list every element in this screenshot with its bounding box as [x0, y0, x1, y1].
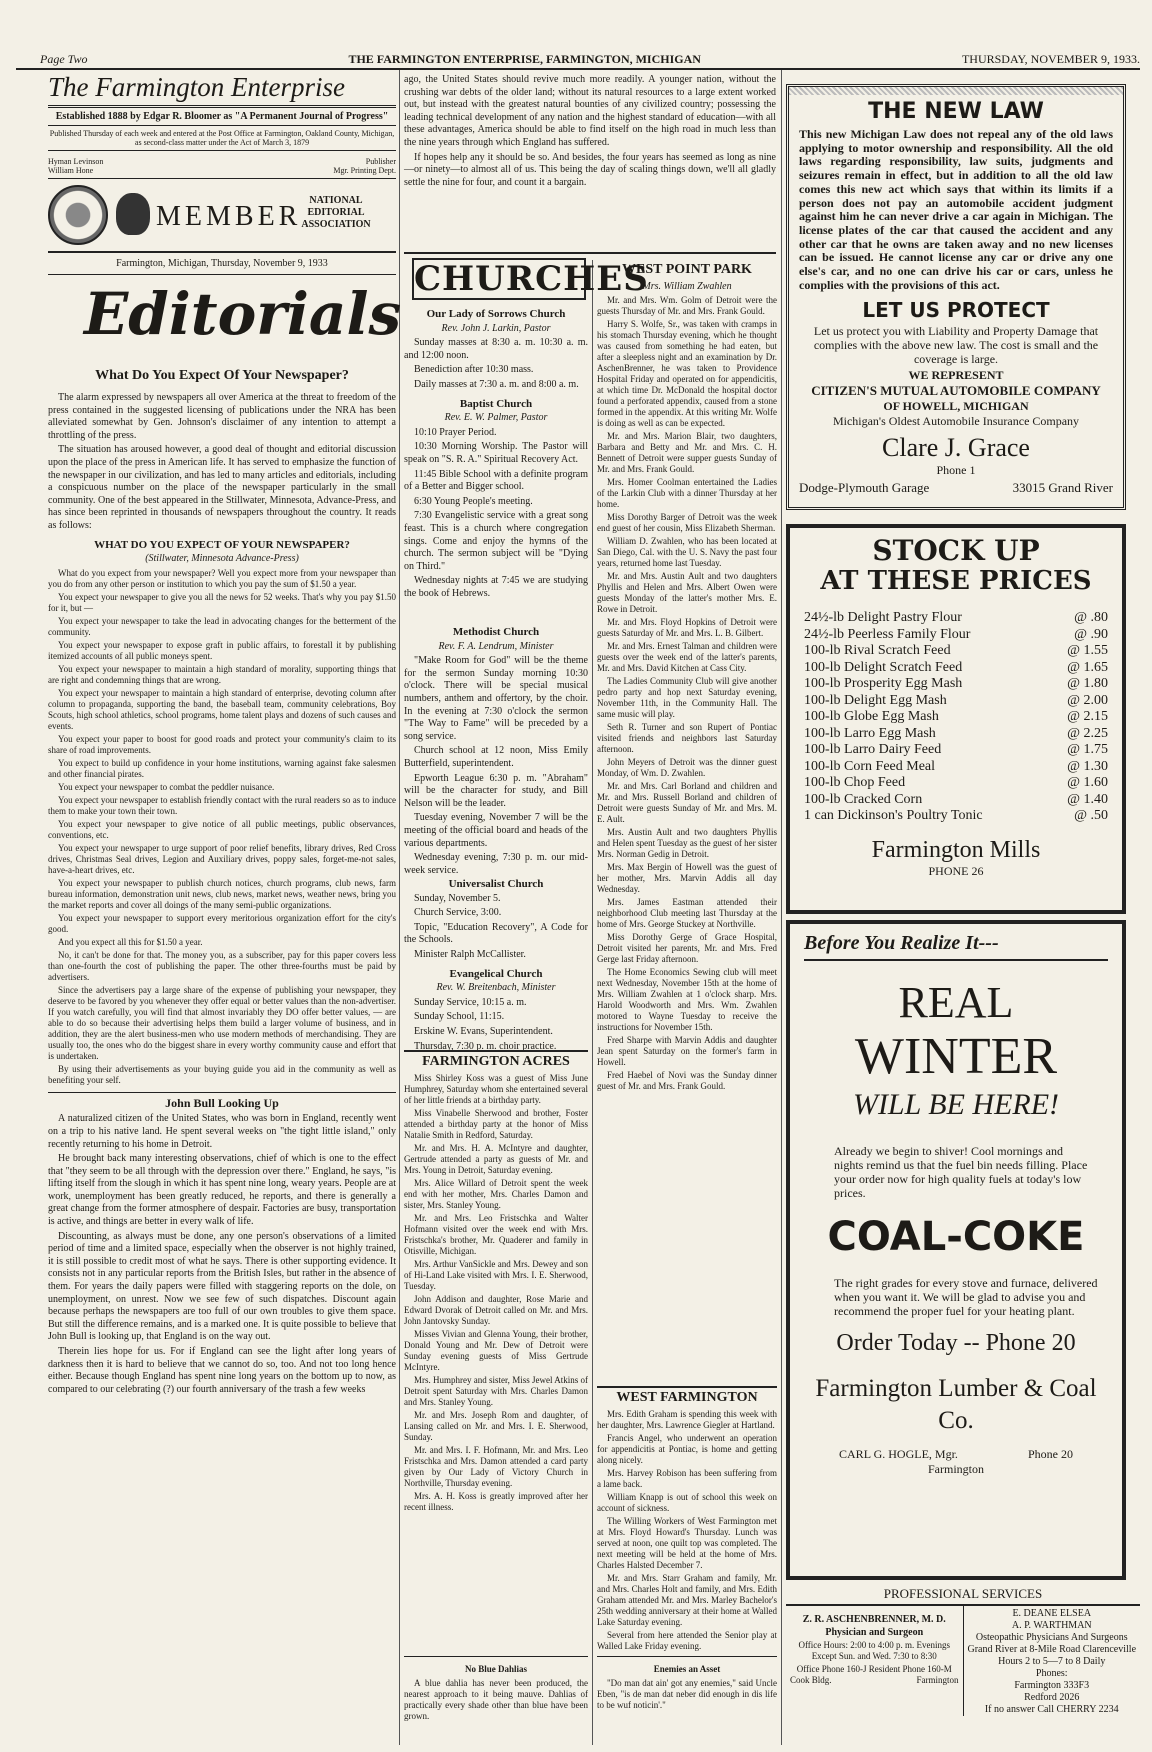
owl-icon	[116, 193, 150, 235]
card-phone: Farmington 333F3	[1014, 1680, 1090, 1691]
article-paragraph: Therein lies hope for us. For if England can see the light after long years of darkness then it is hard to believe that we cannot do so, too. And not too long hence either. Because though England has spent nine long years on the bottom up to now, as compared to our celebrating (?) our fourth anniversary of the trash a few weeks	[48, 1346, 396, 1395]
ad-title: THE NEW LAW	[868, 99, 1044, 124]
editorial-paragraph: The alarm expressed by newspapers all over America at the threat to freedom of the press contained in the suggested licensing of publications under the NRA has been alleviated somewhat by Gen. Johnson's disclaimer of any intention to attempt a throttling of the press.	[48, 392, 396, 441]
masthead-title: The Farmington Enterprise	[48, 72, 396, 108]
product-price: @ 1.80	[1067, 676, 1108, 691]
news-item: Mr. and Mrs. H. A. McIntyre and daughter, Gertrude attended a party as guests of Mr. and Mrs. Young in Detroit, Saturday evening.	[404, 1142, 588, 1175]
price-row	[804, 660, 1108, 677]
editorial-headline: What Do You Expect Of Your Newspaper?	[95, 368, 349, 383]
editorial-paragraph: No, it can't be done for that. The money you, as a subscriber, pay for this paper covers less than one-fourth the cost of publishing the paper. The other three-fourths must be paid by advertisers.	[48, 949, 396, 982]
church-line: Thursday, 7:30 p. m. choir practice.	[414, 1040, 557, 1052]
west-farmington	[597, 1380, 777, 1650]
store-name: Farmington Mills	[871, 836, 1041, 863]
church-line: Erskine W. Evans, Superintendent.	[414, 1025, 553, 1037]
paper-name: THE FARMINGTON ENTERPRISE, FARMINGTON, MICHIGAN	[348, 52, 701, 66]
church-line: Benediction after 10:30 mass.	[414, 364, 534, 376]
column-rule	[781, 70, 782, 1745]
staff-role: Publisher	[365, 157, 396, 166]
ad-teaser: Before You Realize It---	[804, 932, 1108, 961]
product-price: @ .90	[1074, 626, 1108, 642]
news-item: John Meyers of Detroit was the dinner guest Monday, of Wm. D. Zwahlen.	[597, 757, 777, 779]
news-item: Mrs. Humphrey and sister, Miss Jewel Atkins of Detroit spent Saturday with Mrs. Charles Damon and Mrs. Stanley Young.	[404, 1374, 588, 1407]
reprint-source: (Stillwater, Minnesota Advance-Press)	[145, 553, 299, 565]
column-rule	[592, 260, 593, 1745]
product-price: @ 2.15	[1067, 709, 1108, 724]
church-name: Our Lady of Sorrows Church	[426, 308, 566, 320]
column-title: WEST FARMINGTON	[597, 1386, 777, 1405]
news-item: Mr. and Mrs. Starr Graham and family, Mr. and Mrs. Charles Holt and family, and Mrs. Edith Graham attended Mr. and Mrs. Marley Bachelor's 25th wedding anniversary at their home at Walled Lake Saturday evening.	[597, 1572, 777, 1627]
editorial-paragraph: You expect your newspaper to give notice of all public meetings, public observances, conventions, etc.	[48, 818, 396, 840]
west-point-park	[597, 258, 777, 1378]
news-item: Miss Dorothy Gerge of Grace Hospital, Detroit visited her parents, Mr. and Mrs. Fred Gerge last Friday afternoon.	[597, 932, 777, 965]
news-item: The Home Economics Sewing club will meet next Wednesday, November 15th at the home of Mrs. William Zwahlen at 1 o'clock sharp. Mrs. Harold Woodworth and Mrs. Wm. Zwahlen motored to Wayne Tuesday to receive the instructions for November 15th.	[597, 967, 777, 1033]
ad-subtitle: LET US PROTECT	[862, 298, 1050, 323]
card-phone: If no answer Call CHERRY 2234	[984, 1704, 1119, 1715]
church-pastor: Rev. John J. Larkin, Pastor	[441, 322, 551, 334]
church-line: Sunday, November 5.	[414, 892, 501, 904]
header-rule	[16, 68, 1140, 70]
price-row	[804, 742, 1108, 759]
news-item: Harry S. Wolfe, Sr., was taken with cramps in his stomach Thursday evening, which he thought was caused from something he had eaten, but after a sleepless night and an examination by Dr. AschenBrenner, he was taken to Providence Hospital Friday and operated on for appendicitis, at which time Dr. McDonald the hospital doctor found a perforated appendix, caused from a stone formed in the appendix. At this writing Mr. Wolfe is doing as well as can be expected.	[597, 319, 777, 429]
card-role: Osteopathic Physicians And Surgeons	[975, 1632, 1128, 1643]
insurance-ad	[786, 84, 1126, 510]
product-price: @ 2.25	[1067, 725, 1108, 741]
product-price: @ 1.65	[1067, 659, 1108, 675]
ad-address: 33015 Grand River	[1012, 480, 1113, 496]
product-name: 100-lb Cracked Corn	[804, 791, 923, 807]
church-name: Universalist Church	[448, 878, 544, 890]
article-paragraph: ago, the United States should revive much more readily. A younger nation, without the crushing war debts of the older land; without its natural resources to a large extent worked out, but instead with the greatest natural bounties of any civilized country; possessing the leading technical development of any nation and the highest standard of education—with all these advantages, America should be able to find itself on the high road in much less than the nine years through which England has suffered.	[404, 74, 776, 148]
news-item: Mrs. Homer Coolman entertained the Ladies of the Larkin Club with a dinner Thursday at her home.	[597, 477, 777, 510]
ad-company-location: OF HOWELL, MICHIGAN	[883, 399, 1029, 414]
churches-column-cont	[404, 872, 588, 1052]
editorial-paragraph: You expect your newspaper to expose graft in public affairs, to forestall it by publishing itemized accounts of all public moneys spent.	[48, 639, 396, 661]
product-name: 100-lb Delight Egg Mash	[804, 692, 947, 708]
staff-name: William Hone	[48, 166, 94, 175]
price-row	[804, 627, 1108, 644]
ad-phone: Phone 1	[936, 463, 976, 478]
editorial-paragraph: You expect your newspaper to give you all the news for 52 weeks. That's why you pay $1.50 for it, but —	[48, 591, 396, 613]
card-phone-label: Phones:	[1035, 1668, 1068, 1679]
product-name: 100-lb Larro Dairy Feed	[804, 742, 942, 757]
professional-services	[786, 1586, 1140, 1746]
news-item: Mrs. Max Bergin of Howell was the guest of her mother, Mrs. Marvin Addis all day Wednesday.	[597, 862, 777, 895]
news-item: Mrs. Edith Graham is spending this week with her daughter, Mrs. Lawrence Giegler at Hartland.	[597, 1408, 777, 1430]
member-block	[48, 183, 396, 249]
filler-title: No Blue Dahlias	[464, 1664, 527, 1674]
church-line: Wednesday evening, 7:30 p. m. our mid-week service.	[404, 852, 588, 876]
church-name: Methodist Church	[452, 626, 540, 638]
section-title: PROFESSIONAL SERVICES	[786, 1586, 1140, 1606]
page-number: Page Two	[40, 52, 88, 66]
correspondent: Mrs. William Zwahlen	[642, 280, 732, 292]
church-line: Church Service, 3:00.	[414, 907, 502, 919]
card-left	[786, 1606, 964, 1716]
ad-body: This new Michigan Law does not repeal any of the old laws applying to motor ownership and responsibility. All the old laws regarding responsibility, law suits, judgments and seizures remain in effect, but in addition to all the old law comes this new act which says that within its limits if a person does not pay an automobile accident judgment against him he can never drive a car again in Michigan. The license plates of the car that caused the accident and any other car that he owns are taken away and no new licenses can be issued. He cannot license any car or drive any one else's car, and no one can drive his car or cars, unless he complies with the provisions of this act.	[799, 127, 1113, 292]
card-role: Physician and Surgeon	[825, 1627, 924, 1638]
staff-role: Mgr. Printing Dept.	[333, 166, 396, 175]
product-price: @ 1.30	[1067, 758, 1108, 774]
news-item: John Addison and daughter, Rose Marie and Edward Dvorak of Detroit called on Mr. and Mrs. John Jantovsky Sunday.	[404, 1293, 588, 1326]
news-item: Mr. and Mrs. Wm. Golm of Detroit were the guests Thursday of Mr. and Mrs. Frank Gould.	[597, 295, 777, 317]
product-price: @ 1.60	[1067, 775, 1108, 790]
price-row	[804, 693, 1108, 710]
card-town: Farmington	[916, 1675, 959, 1685]
church-line: "Make Room for God" will be the theme for the sermon Sunday morning 10:30 o'clock. There will be special musical numbers, anthem and offertory, by the choir. In the evening at 7:30 o'clock the sermon "The Way to Fame" will be preceded by a song service.	[404, 655, 588, 742]
church-pastor: Rev. F. A. Lendrum, Minister	[438, 640, 554, 652]
product-price: @ 1.55	[1067, 643, 1108, 658]
product-name: 100-lb Prosperity Egg Mash	[804, 676, 963, 691]
reprint-title: WHAT DO YOU EXPECT OF YOUR NEWSPAPER?	[94, 538, 350, 551]
church-line: Daily masses at 7:30 a. m. and 8:00 a. m.	[414, 378, 579, 390]
church-pastor: Rev. W. Breitenbach, Minister	[436, 982, 556, 994]
church-line: Church school at 12 noon, Miss Emily Butterfield, superintendent.	[404, 745, 588, 769]
article-paragraph: A naturalized citizen of the United States, who was born in England, recently went on a trip to his native land. He spent several weeks on "the tight little island," only recently returning to his home in Detroit.	[48, 1113, 396, 1150]
editorial-paragraph: You expect your newspaper to establish friendly contact with the rural readers so as to induce them to make your town their town.	[48, 794, 396, 816]
ad-body: Already we begin to shiver! Cool mornings and nights remind us that the fuel bin needs filling. Place your order now for high quality fuels at today's low prices.	[834, 1144, 1088, 1200]
price-row	[804, 775, 1108, 792]
news-item: Mr. and Mrs. Marion Blair, two daughters, Barbara and Betty and Mr. and Mrs. C. H. Bennett of Detroit were supper guests Sunday of Mr. and Mrs. Frank Gould.	[597, 431, 777, 475]
editorial-paragraph: And you expect all this for $1.50 a year.	[58, 936, 203, 947]
price-row	[804, 643, 1108, 660]
section-rule	[404, 252, 776, 254]
product-name: 100-lb Corn Feed Meal	[804, 758, 936, 774]
editorial-paragraph: You expect your paper to boost for good roads and protect your community's claim to its share of road improvements.	[48, 733, 396, 755]
product-name: 24½-lb Peerless Family Flour	[804, 626, 971, 642]
editorial-continued	[404, 74, 776, 250]
editorial-paragraph: You expect your newspaper to support every meritorious organization effort for the city's good.	[48, 912, 396, 934]
ad-title: STOCK UP	[872, 534, 1040, 567]
farmington-acres	[404, 1044, 588, 1644]
ad-agent: Clare J. Grace	[882, 433, 1030, 463]
member-label: MEMBER	[156, 201, 302, 232]
product-name: 100-lb Globe Egg Mash	[804, 709, 939, 724]
news-item: William Knapp is out of school this week on account of sickness.	[597, 1491, 777, 1513]
ad-company: Farmington Lumber & Coal Co.	[815, 1375, 1097, 1434]
price-list	[804, 610, 1108, 825]
staff-row	[48, 166, 396, 179]
seal-icon	[48, 185, 108, 245]
news-item: Mrs. James Eastman attended their neighborhood Club meeting last Thursday at the home of Mrs. George Stuckey at Northville.	[597, 897, 777, 930]
price-row	[804, 709, 1108, 726]
news-item: Miss Dorothy Barger of Detroit was the week end guest of her cousin, Miss Elizabeth Sherman.	[597, 512, 777, 534]
store-phone: PHONE 26	[928, 863, 984, 878]
product-name: 100-lb Rival Scratch Feed	[804, 643, 951, 658]
product-price: @ 1.40	[1067, 791, 1108, 807]
news-item: Several from here attended the Senior play at Walled Lake Friday evening.	[597, 1629, 777, 1651]
ad-headline: REAL	[898, 978, 1014, 1027]
church-line: Minister Ralph McCallister.	[414, 948, 526, 960]
product-name: 100-lb Larro Egg Mash	[804, 725, 936, 741]
price-row	[804, 726, 1108, 743]
editorial-paragraph: The situation has aroused however, a good deal of thought and editorial discussion upon the place of the press in American life. It has served to emphasize the function of the newspaper in our civilization, and has led to many articles and editorials, including a conspicuous number on the place of the newspaper particularly in the small community. One of the best appeared in the Stillwater, Minnesota, Advance-Press, and has since been reprinted in thousands of newspapers throughout the country. It reads as follows:	[48, 444, 396, 531]
ad-footer	[804, 1447, 1108, 1462]
church-line: 11:45 Bible School with a definite program of a Better and Bigger school.	[404, 468, 588, 493]
card-name: Z. R. ASCHENBRENNER, M. D.	[802, 1614, 946, 1625]
editorial-paragraph: You expect your newspaper to publish church notices, church programs, club news, farm bureau information, demonstration unit news, club news, market news, weather news, bring you the market reports and cover all doings of the many semi-public organizations.	[48, 877, 396, 910]
dahlias-item	[404, 1656, 588, 1745]
ad-garage: Dodge-Plymouth Garage	[799, 480, 930, 496]
church-line: Epworth League 6:30 p. m. "Abraham" will be the character for study, and Bill Nelson will be the leader.	[404, 772, 588, 809]
editorial-paragraph: What do you expect from your newspaper? Well you expect more from your newspaper than you do from any other person or institution to which you pay the sum of $1.50 a year.	[48, 567, 396, 589]
ad-body: The right grades for every stove and furnace, delivered when you want it. We will be glad to advise you and recommend the proper fuel for your heating plant.	[834, 1276, 1098, 1318]
church-line: Tuesday evening, November 7 will be the meeting of the official board and heads of the various departments.	[404, 812, 588, 849]
editorial-paragraph: You expect your newspaper to combat the peddler nuisance.	[58, 781, 275, 792]
masthead	[48, 72, 396, 282]
price-row	[804, 792, 1108, 809]
news-item: Mrs. Austin Ault and two daughters Phyllis and Helen spent Tuesday as the guest of her sister Mrs. Norman Gedig in Detroit.	[597, 827, 777, 860]
church-line: Sunday masses at 8:30 a. m. 10:30 a. m. and 12:00 noon.	[404, 337, 588, 361]
ad-headline: WINTER	[854, 1028, 1058, 1085]
card-right	[964, 1606, 1141, 1716]
news-item: Fred Haebel of Novi was the Sunday dinner guest of Mr. and Mrs. Frank Gould.	[597, 1070, 777, 1092]
column-title: FARMINGTON ACRES	[404, 1050, 588, 1069]
news-item: Misses Vivian and Glenna Young, their brother, Donald Young and Mr. Dew of Detroit were Sunday evening guests of Miss Gertrude McIntyre.	[404, 1328, 588, 1372]
card-phone: Office Phone 160-J Resident Phone 160-M	[796, 1664, 952, 1674]
editorial-paragraph: By using their advertisements as your buying guide you aid in the community as well as benefiting your self.	[48, 1063, 396, 1085]
price-row	[804, 808, 1108, 825]
ad-headline: WILL BE HERE!	[852, 1088, 1060, 1121]
ad-tagline: Michigan's Oldest Automobile Insurance Company	[832, 414, 1080, 429]
product-price: @ 2.00	[1067, 692, 1108, 708]
article-paragraph: Discounting, as always must be done, any one person's observations of a limited period of time and a limited space, especially when the observer is not highly trained, it is still possible to credit most of what he says. There is other supporting evidence. It consists not in any particular reports from the British Isles, but rather in the absence of them. For years the daily papers were filled with staggering reports on the dole, on unemployment, on unrest. Now we see few of such dispatches. Discount again because perhaps the newspapers are too full of our own troubles to give them space. But still the difference remains, and is a marked one. It is quite possible to believe that John Bull is looking up, that England is on the way out.	[48, 1230, 396, 1343]
news-item: Mrs. A. H. Koss is greatly improved after her recent illness.	[404, 1490, 588, 1512]
card-name: E. DEANE ELSEA	[1012, 1608, 1092, 1619]
news-item: The Ladies Community Club will give another pedro party and hop next Saturday evening, November 11th, in the Community Hall. The same music will play.	[597, 676, 777, 720]
ad-manager: CARL G. HOGLE, Mgr.	[839, 1447, 958, 1461]
issue-date: THURSDAY, NOVEMBER 9, 1933.	[961, 52, 1140, 66]
church-line: 10:10 Prayer Period.	[414, 426, 497, 438]
masthead-published: Published Thursday of each week and entered at the Post Office at Farmington, Oakland County, Michigan, as second-class matter under the Act of March 3, 1879	[48, 129, 396, 151]
filler-title: Enemies an Asset	[653, 1664, 721, 1674]
news-item: Mr. and Mrs. Joseph Rom and daughter, of Lansing called on Mr. and Mrs. I. E. Sherwood, Sunday.	[404, 1409, 588, 1442]
ad-order: Order Today -- Phone 20	[836, 1330, 1076, 1356]
editorial-paragraph: You expect your newspaper to maintain a high standard of enterprise, devoting column after column to propaganda, supporting the band, the baseball team, community celebrations, Boy Scouts, high school athletics, school programs, home talent plays and dozens of such causes and events.	[48, 687, 396, 731]
church-line: Sunday Service, 10:15 a. m.	[414, 996, 527, 1008]
news-item: Mr. and Mrs. I. F. Hofmann, Mr. and Mrs. Leo Fristschka and Mrs. Damon attended a card party given by Our Lady of Victory Church in Northville, Thursday evening.	[404, 1444, 588, 1488]
card-hours: Office Hours: 2:00 to 4:00 p. m. Evenings Except Sun. and Wed. 7:30 to 8:30	[798, 1640, 951, 1661]
ad-footer	[799, 480, 1113, 496]
church-line: 10:30 Morning Worship. The Pastor will speak on "S. R. A." Spiritual Recovery Act.	[404, 441, 588, 465]
news-item: Mrs. Alice Willard of Detroit spent the week end with her mother, Mrs. Charles Damon and sister, Mrs. Stanley Young.	[404, 1177, 588, 1210]
church-line: 6:30 Young People's meeting.	[414, 495, 533, 507]
news-item: Seth R. Turner and son Rupert of Pontiac visited friends and neighbors last Saturday afternoon.	[597, 722, 777, 755]
ad-phone: Phone 20	[1027, 1447, 1073, 1461]
news-item: Mr. and Mrs. Leo Fristschka and Walter Hofmann visited over the week end with Mrs. Fristschka's brother, Mr. Quaderer and family in Otisville, Michigan.	[404, 1212, 588, 1256]
filler-body: A blue dahlia has never been produced, the nearest approach to it being mauve. Dahlias of practically every shade other than blue have been grown.	[404, 1677, 588, 1721]
news-item: Mr. and Mrs. Austin Ault and two daughters Phyllis and Helen and Mrs. Albert Owen were guests Monday of the latter's mother Mrs. E. Rowe in Detroit.	[597, 571, 777, 615]
editorial-paragraph: You expect your newspaper to urge support of poor relief benefits, library drives, Red Cross drives, Christmas Seal drives, Legion and Auxiliary drives, poppy sales, forget-me-not sales, have-a-heart drives, etc.	[48, 842, 396, 875]
churches-column-cont	[404, 620, 588, 876]
news-item: Miss Vinabelle Sherwood and brother, Foster attended a birthday party at the honor of Miss Natalie Smith in Redford, Saturday.	[404, 1107, 588, 1140]
card-hours: Hours 2 to 5—7 to 8 Daily	[998, 1656, 1106, 1667]
staff-name: Hyman Levinson	[48, 157, 104, 166]
price-row	[804, 759, 1108, 776]
church-line: 7:30 Evangelistic service with a great song feast. This is a church where congregation sings. Come and enjoy the hymns of the church. The sermon subject will be "Dying on Third."	[404, 510, 588, 572]
product-name: 100-lb Delight Scratch Feed	[804, 659, 963, 675]
page-header	[40, 52, 1140, 67]
editorial-paragraph: You expect your newspaper to maintain a high standard of morality, supporting things that are right and condemning things that are wrong.	[48, 663, 396, 685]
coal-ad	[786, 920, 1126, 1580]
card-name: A. P. WARTHMAN	[1011, 1620, 1092, 1631]
price-row	[804, 610, 1108, 627]
article-paragraph: He brought back many interesting observations, chief of which is one to the effect that "they seem to be all through with the depression over there." England, he says, "is lifting itself from the slough in which it has spent nine long, weary years. People are at work, unemployment has been greatly reduced, he reports, and there is generally a great change from the former atmosphere of despair. Factories are busy, transportation is active, and things are better in every walk of life.	[48, 1153, 396, 1228]
column-title: WEST POINT PARK	[622, 262, 752, 277]
product-price: @ 1.75	[1067, 742, 1108, 757]
ad-town: Farmington	[928, 1462, 984, 1476]
article-title: John Bull Looking Up	[48, 1092, 396, 1110]
editorial-paragraph: You expect your newspaper to take the lead in advocating changes for the betterment of the community.	[48, 615, 396, 637]
churches-column	[404, 302, 588, 617]
product-price: @ .80	[1074, 610, 1108, 625]
product-price: @ .50	[1074, 808, 1108, 823]
news-item: William D. Zwahlen, who has been located at San Diego, Cal. with the U. S. Navy the past four years, returned home last Tuesday.	[597, 536, 777, 569]
ad-title: AT THESE PRICES	[820, 566, 1092, 596]
news-item: Mr. and Mrs. Floyd Hopkins of Detroit were guests Saturday of Mr. and Mrs. L. B. Gilbert.	[597, 617, 777, 639]
church-name: Baptist Church	[459, 397, 533, 410]
editorial-paragraph: You expect to build up confidence in your home institutions, warning against fake salesmen and other financial pirates.	[48, 757, 396, 779]
product-name: 1 can Dickinson's Poultry Tonic	[804, 808, 983, 823]
church-pastor: Rev. E. W. Palmer, Pastor	[444, 412, 548, 424]
ad-border	[789, 87, 1123, 95]
news-item: Mr. and Mrs. Ernest Talman and children were guests over the week end of the latter's parents, Mr. and Mrs. David Kitchen at Cass City.	[597, 641, 777, 674]
news-item: Francis Angel, who underwent an operation for appendicitis at Pontiac, is home and getting along nicely.	[597, 1432, 777, 1465]
ad-product: COAL-COKE	[827, 1214, 1085, 1260]
editorial-column	[48, 392, 396, 1747]
product-name: 24½-lb Delight Pastry Flour	[804, 610, 962, 625]
masthead-established: Established 1888 by Edgar R. Bloomer as "A Permanent Journal of Progress"	[48, 111, 396, 126]
staff-row	[48, 157, 396, 166]
church-name: Evangelical Church	[449, 967, 543, 980]
filler-body: "Do man dat ain' got any enemies," said Uncle Eben, "is de man dat neber did enough in dis life to be wuf noticin'."	[597, 1677, 777, 1710]
ad-company: CITIZEN'S MUTUAL AUTOMOBILE COMPANY	[811, 383, 1101, 399]
association-label: NATIONAL EDITORIAL ASSOCIATION	[301, 195, 371, 230]
churches-banner: CHURCHES	[414, 259, 649, 299]
church-line: Sunday School, 11:15.	[414, 1011, 505, 1023]
news-item: Mrs. Arthur VanSickle and Mrs. Dewey and son of Hi-Land Lake visited with Mrs. I. E. Sherwood, Tuesday.	[404, 1258, 588, 1291]
price-row	[804, 676, 1108, 693]
news-item: Fred Sharpe with Marvin Addis and daughter Jean spent Saturday on the former's farm in Howell.	[597, 1035, 777, 1068]
card-address: Grand River at 8-Mile Road Clarenceville	[967, 1644, 1137, 1655]
article-paragraph: If hopes help any it should be so. And besides, the four years has seemed as long as nine—or ninety—to almost all of us. This being the day of scaling things down, we'll all gladly settle the nine for four, and count it a bargain.	[404, 151, 776, 188]
ad-represent: WE REPRESENT	[908, 368, 1004, 383]
product-name: 100-lb Chop Feed	[804, 775, 906, 790]
ad-body: Let us protect you with Liability and Property Damage that complies with the above new law. The cost is small and the coverage is large.	[813, 324, 1099, 367]
editorials-banner: Editorials	[84, 280, 402, 348]
editorial-paragraph: Since the advertisers pay a large share of the expense of publishing your newspaper, they deserve to be favored by you whenever they offer equal or better values than the non-advertiser. If you watch carefully, you will find that almost invariably they DO offer better values, — are able to do so because their advertising helps them build a larger volume of business, and in addition, they are the alert business-men who use modern methods of merchandising. They are usually too, the ones who do the biggest share in every worthy community cause and effort that is undertaken.	[48, 984, 396, 1061]
church-line: Topic, "Education Recovery", A Code for the Schools.	[404, 921, 588, 946]
news-item: The Willing Workers of West Farmington met at Mrs. Floyd Howard's Thursday. Lunch was served at noon, one quilt top was completed. The next meeting will be held at the home of Mrs. Charles Halsted December 7.	[597, 1515, 777, 1570]
dateline: Farmington, Michigan, Thursday, November 9, 1933	[48, 251, 396, 275]
church-line: Wednesday nights at 7:45 we are studying the book of Hebrews.	[404, 575, 588, 599]
card-address: Cook Bldg.	[790, 1675, 832, 1685]
news-item: Mrs. Harvey Robison has been suffering from a lame back.	[597, 1467, 777, 1489]
feed-ad	[786, 524, 1126, 914]
card-footer	[786, 1675, 963, 1686]
news-item: Mr. and Mrs. Carl Borland and children and Mr. and Mrs. Russell Borland and children of Detroit were guests Sunday of Mr. and Mrs. M. E. Ault.	[597, 781, 777, 825]
card-phone: Redford 2026	[1024, 1692, 1080, 1703]
news-item: Miss Shirley Koss was a guest of Miss June Humphrey, Saturday whom she entertained several of her little friends at a birthday party.	[404, 1072, 588, 1105]
enemies-item	[597, 1656, 777, 1745]
